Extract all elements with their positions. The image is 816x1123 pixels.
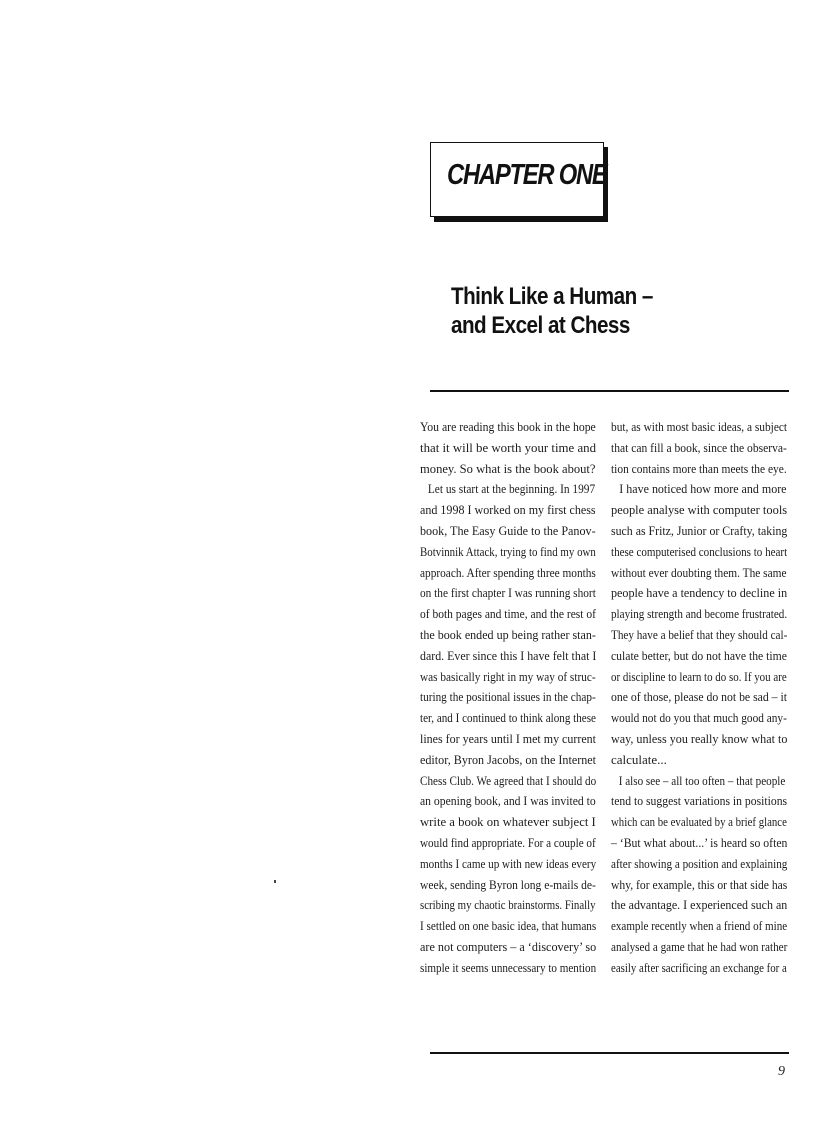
text-line: Chess Club. We agreed that I should do <box>420 772 597 788</box>
text-line: an opening book, and I was invited to <box>420 793 596 809</box>
text-line: culate better, but do not have the time <box>611 647 787 663</box>
text-line: would find appropriate. For a couple of <box>420 834 596 850</box>
text-column-left <box>420 417 596 979</box>
text-line: write a book on whatever subject I <box>420 814 596 830</box>
text-line: that it will be worth your time and <box>420 439 597 455</box>
text-line: lines for years until I met my current <box>420 730 596 746</box>
text-line: way, unless you really know what to <box>611 730 788 746</box>
chapter-label-box <box>430 142 607 217</box>
bottom-rule <box>430 1052 789 1054</box>
text-line: dard. Ever since this I have felt that I <box>420 647 597 663</box>
text-line: one of those, please do not be sad – it <box>611 689 787 705</box>
chapter-title-line-2: and Excel at Chess <box>451 312 630 339</box>
text-line: of both pages and time, and the rest of <box>420 606 596 622</box>
top-rule <box>430 390 789 392</box>
text-line: approach. After spending three months <box>420 564 596 580</box>
text-line: editor, Byron Jacobs, on the Internet <box>420 751 597 767</box>
text-line: on the first chapter I was running short <box>420 585 596 601</box>
text-line: without ever doubting them. The same <box>611 564 787 580</box>
text-line: after showing a position and explaining <box>611 855 788 871</box>
text-line: was basically right in my way of struc- <box>420 668 596 684</box>
text-line: Let us start at the beginning. In 1997 <box>427 481 596 497</box>
text-line: money. So what is the book about? <box>420 460 596 476</box>
text-line: analysed a game that he had won rather <box>611 938 788 954</box>
text-line: scribing my chaotic brainstorms. Finally <box>420 897 596 913</box>
text-line: would not do you that much good any- <box>611 710 787 726</box>
text-column-right <box>611 417 787 979</box>
text-line: people have a tendency to decline in <box>611 585 788 601</box>
chapter-label: CHAPTER ONE <box>447 159 607 191</box>
text-line: are not computers – a ‘discovery’ so <box>420 938 597 954</box>
text-line: – ‘But what about...’ is heard so often <box>611 834 788 850</box>
page-number: 9 <box>778 1064 785 1079</box>
text-line: people analyse with computer tools <box>611 502 788 518</box>
text-line: why, for example, this or that side has <box>611 876 788 892</box>
text-line: or discipline to learn to do so. If you are <box>611 668 787 684</box>
text-line: the book ended up being rather stan- <box>420 626 596 642</box>
text-line: Botvinnik Attack, trying to find my own <box>420 543 596 559</box>
text-line: book, The Easy Guide to the Panov- <box>420 522 596 538</box>
text-line: easily after sacrificing an exchange for a <box>611 959 787 975</box>
text-line: calculate... <box>611 751 667 767</box>
text-line: but, as with most basic ideas, a subject <box>611 419 788 434</box>
text-line: months I came up with new ideas every <box>420 855 597 871</box>
text-line: I settled on one basic idea, that humans <box>420 918 597 934</box>
text-line: I also see – all too often – that people <box>618 772 786 788</box>
text-line: playing strength and become frustrated. <box>611 606 788 622</box>
text-line: ter, and I continued to think along these <box>420 710 596 726</box>
text-line: tion contains more than meets the eye. <box>611 460 787 476</box>
text-line: that can fill a book, since the observa- <box>611 439 787 455</box>
text-line: tend to suggest variations in positions <box>611 793 788 809</box>
text-line: You are reading this book in the hope <box>420 419 596 434</box>
chapter-title-line-1: Think Like a Human – <box>451 283 653 310</box>
text-line: which can be evaluated by a brief glance <box>611 814 787 830</box>
chapter-title <box>451 282 735 340</box>
text-line: and 1998 I worked on my first chess <box>420 502 596 518</box>
text-line: example recently when a friend of mine <box>611 918 788 934</box>
text-line: these computerised conclusions to heart <box>611 543 788 559</box>
scan-speck <box>274 880 276 883</box>
text-line: week, sending Byron long e-mails de- <box>420 876 596 892</box>
text-line: I have noticed how more and more <box>619 481 787 497</box>
text-line: turing the positional issues in the chap- <box>420 689 596 705</box>
text-line: such as Fritz, Junior or Crafty, taking <box>611 522 788 538</box>
text-line: simple it seems unnecessary to mention <box>420 959 597 975</box>
text-line: They have a belief that they should cal- <box>611 626 788 642</box>
text-line: the advantage. I experienced such an <box>611 897 788 913</box>
